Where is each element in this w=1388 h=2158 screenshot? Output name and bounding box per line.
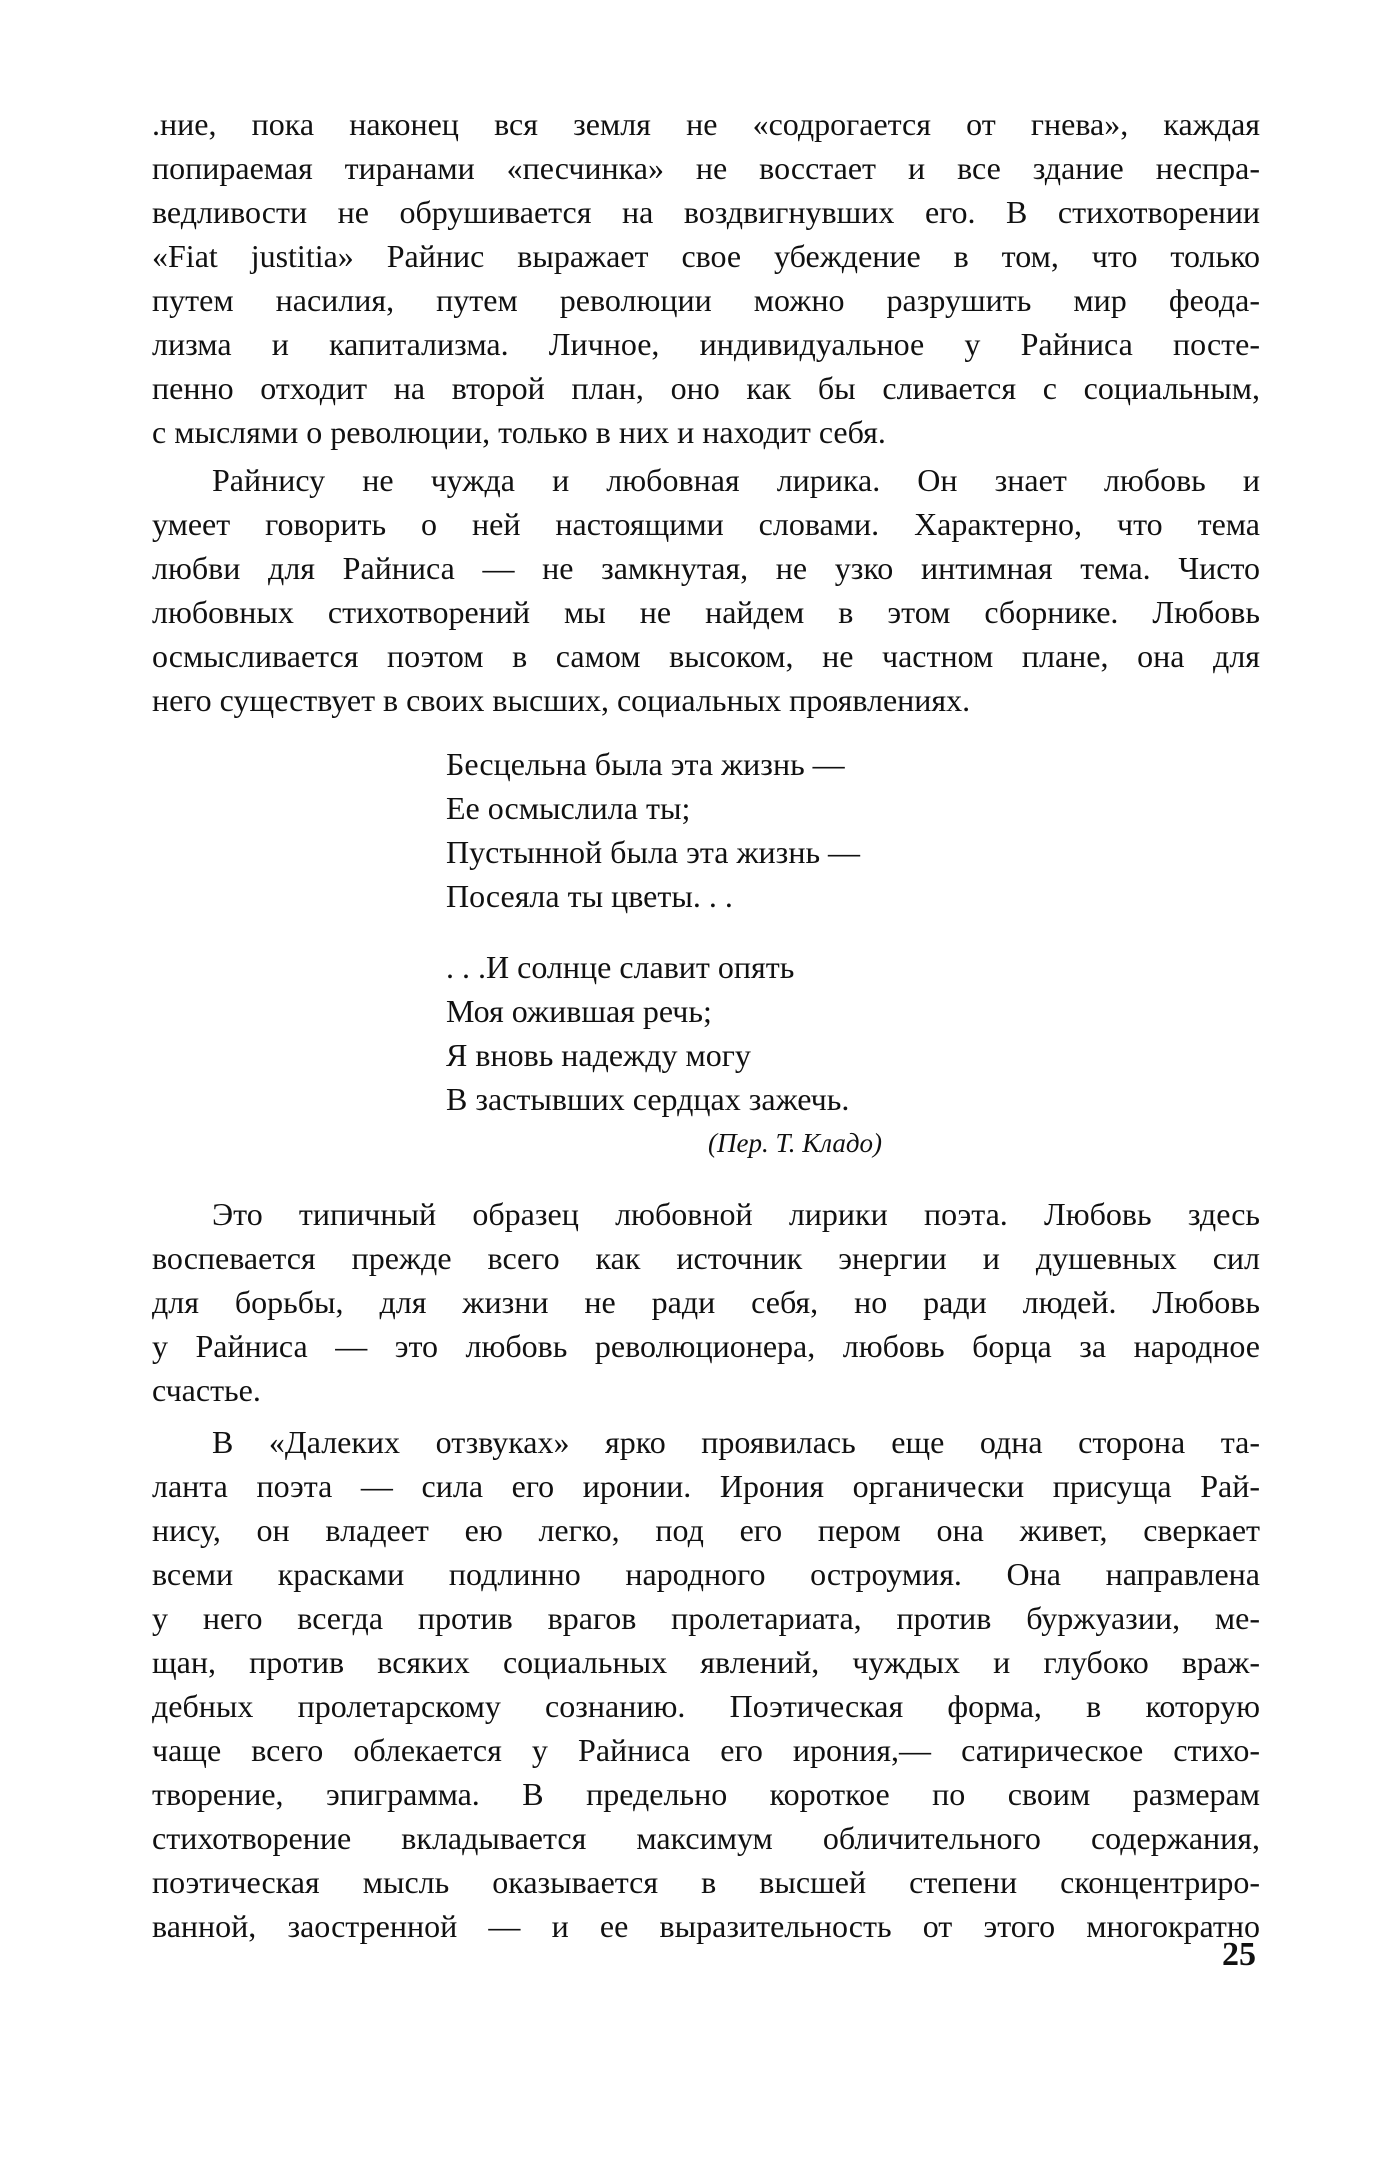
text-line: нису, он владеет ею легко, под его пером она живет, сверкает xyxy=(152,1512,1260,1548)
poem-line: В застывших сердцах зажечь. xyxy=(446,1081,850,1117)
poem-line: Я вновь надежду могу xyxy=(446,1037,751,1073)
text-line: ведливости не обрушивается на воздвигнувших его. В стихотворении xyxy=(152,194,1260,230)
paragraph-irony xyxy=(152,1420,1260,1948)
paragraph-revolution xyxy=(152,102,1260,454)
poem-line: Пустынной была эта жизнь — xyxy=(446,834,861,870)
poem-line: . . .И солнце славит опять xyxy=(446,949,795,985)
text-line: любви для Райниса — не замкнутая, не узко интимная тема. Чисто xyxy=(152,550,1260,586)
text-line: умеет говорить о ней настоящими словами. Характерно, что тема xyxy=(152,506,1260,542)
poem-line: Моя ожившая речь; xyxy=(446,993,712,1029)
text-line: него существует в своих высших, социальных проявлениях. xyxy=(152,682,971,718)
paragraph-love-lyrics xyxy=(152,458,1260,722)
text-line: ланта поэта — сила его иронии. Ирония органически присуща Рай- xyxy=(152,1468,1260,1504)
text-line: поэтическая мысль оказывается в высшей степени сконцентриро- xyxy=(152,1864,1260,1900)
text-line: для борьбы, для жизни не ради себя, но ради людей. Любовь xyxy=(152,1284,1260,1320)
text-line: дебных пролетарскому сознанию. Поэтическая форма, в которую xyxy=(152,1688,1260,1724)
text-line: у Райниса — это любовь революционера, любовь борца за народное xyxy=(152,1328,1260,1364)
poem-stanza xyxy=(446,945,849,1121)
text-line: чаще всего облекается у Райниса его ирония,— сатирическое стихо- xyxy=(152,1732,1260,1768)
text-line: счастье. xyxy=(152,1372,261,1408)
text-line: Райнису не чужда и любовная лирика. Он знает любовь и xyxy=(212,462,1260,498)
text-line: любовных стихотворений мы не найдем в этом сборнике. Любовь xyxy=(152,594,1260,630)
paragraph-typical-example xyxy=(152,1192,1260,1412)
text-line: .ние, пока наконец вся земля не «содрогается от гнева», каждая xyxy=(152,106,1260,142)
poem-stanza xyxy=(446,742,860,918)
text-line: воспевается прежде всего как источник энергии и душевных сил xyxy=(152,1240,1260,1276)
text-line: ванной, заостренной — и ее выразительность от этого многократно xyxy=(152,1908,1260,1944)
poem-line: Бесцельна была эта жизнь — xyxy=(446,746,845,782)
text-line: лизма и капитализма. Личное, индивидуальное у Райниса посте- xyxy=(152,326,1260,362)
translator-credit: (Пер. Т. Кладо) xyxy=(708,1128,882,1158)
text-line: «Fiat justitia» Райнис выражает свое убеждение в том, что только xyxy=(152,238,1260,274)
text-line: Это типичный образец любовной лирики поэта. Любовь здесь xyxy=(212,1196,1260,1232)
page-number: 25 xyxy=(1222,1936,1256,1973)
text-line: осмысливается поэтом в самом высоком, не частном плане, она для xyxy=(152,638,1260,674)
text-line: стихотворение вкладывается максимум обличительного содержания, xyxy=(152,1820,1260,1856)
text-line: В «Далеких отзвуках» ярко проявилась еще одна сторона та- xyxy=(212,1424,1260,1460)
text-line: щан, против всяких социальных явлений, чуждых и глубоко враж- xyxy=(152,1644,1260,1680)
text-line: попираемая тиранами «песчинка» не восстает и все здание неспра- xyxy=(152,150,1260,186)
text-line: пенно отходит на второй план, оно как бы сливается с социальным, xyxy=(152,370,1260,406)
text-line: всеми красками подлинно народного остроумия. Она направлена xyxy=(152,1556,1260,1592)
text-line: путем насилия, путем революции можно разрушить мир феода- xyxy=(152,282,1260,318)
poem-line: Ее осмыслила ты; xyxy=(446,790,691,826)
text-line: творение, эпиграмма. В предельно короткое по своим размерам xyxy=(152,1776,1260,1812)
text-line: с мыслями о революции, только в них и находит себя. xyxy=(152,414,886,450)
poem-line: Посеяла ты цветы. . . xyxy=(446,878,733,914)
text-line: у него всегда против врагов пролетариата, против буржуазии, ме- xyxy=(152,1600,1260,1636)
